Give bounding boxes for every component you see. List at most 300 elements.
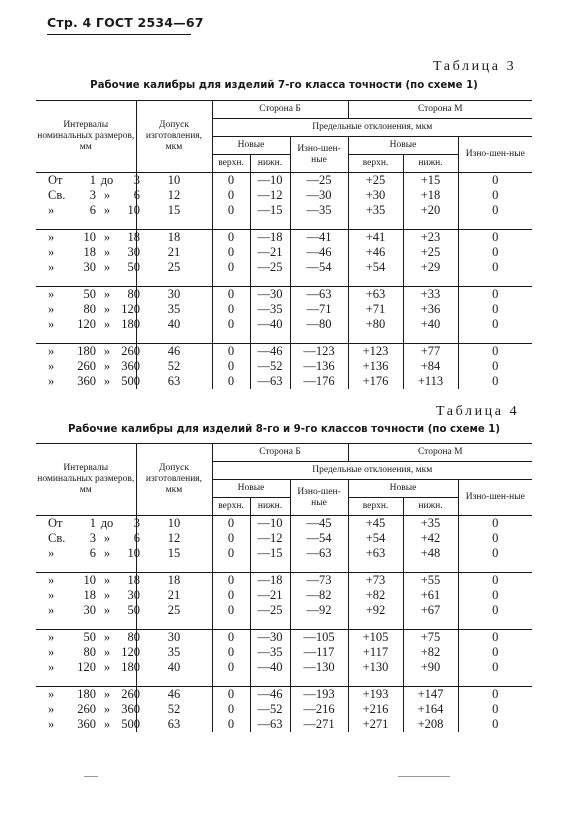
side-m-lower-cell: +42	[403, 531, 458, 546]
interval-prefix: »	[48, 359, 55, 373]
interval-to: 30	[127, 245, 140, 259]
table-row	[36, 687, 532, 702]
interval-connector: »	[103, 260, 111, 274]
side-b-upper-cell: 0	[212, 359, 250, 374]
side-b-lower-cell: —40	[250, 317, 290, 332]
side-b-worn-cell: —176	[290, 374, 348, 389]
interval-prefix: »	[48, 603, 55, 617]
side-m-worn-cell: 0	[458, 260, 532, 275]
b-lower-header: нижн.	[250, 498, 290, 516]
interval-to: 120	[121, 302, 140, 316]
side-b-worn-cell: —73	[290, 573, 348, 588]
tolerance-cell: 63	[136, 374, 212, 389]
side-b-worn-cell: —130	[290, 660, 348, 675]
side-b-upper-cell: 0	[212, 188, 250, 203]
table3-title: Рабочие калибры для изделий 7-го класса точности (по схеме 1)	[90, 80, 478, 91]
side-b-lower-cell: —63	[250, 717, 290, 732]
side-b-lower-cell: —52	[250, 702, 290, 717]
tolerance-cell: 25	[136, 260, 212, 275]
interval-prefix: »	[48, 230, 55, 244]
side-b-worn-cell: —45	[290, 516, 348, 532]
group-gap	[36, 218, 532, 230]
interval-prefix: »	[48, 203, 55, 217]
side-m-lower-cell: +33	[403, 287, 458, 302]
interval-from: 80	[83, 645, 96, 659]
side-m-worn-cell: 0	[458, 173, 532, 189]
table-row	[36, 245, 532, 260]
interval-from: 10	[83, 230, 96, 244]
side-m-lower-cell: +55	[403, 573, 458, 588]
side-m-worn-cell: 0	[458, 359, 532, 374]
interval-prefix: Св.	[48, 188, 66, 202]
deviations-header: Предельные отклонения, мкм	[212, 119, 532, 137]
side-m-header: Сторона М	[348, 101, 532, 119]
interval-to: 360	[121, 359, 140, 373]
table-row	[36, 516, 532, 532]
side-m-worn-cell: 0	[458, 702, 532, 717]
side-b-upper-cell: 0	[212, 317, 250, 332]
interval-to: 6	[133, 188, 140, 202]
tolerance-cell: 18	[136, 230, 212, 245]
tolerance-cell: 21	[136, 245, 212, 260]
interval-to: 80	[127, 630, 140, 644]
interval-from: 10	[83, 573, 96, 587]
interval-prefix: »	[48, 687, 55, 701]
side-b-lower-cell: —10	[250, 173, 290, 189]
table3	[36, 100, 532, 389]
group-gap	[36, 332, 532, 344]
interval-cell	[36, 173, 140, 189]
interval-connector: »	[103, 687, 111, 701]
interval-connector: »	[103, 374, 111, 388]
interval-cell	[36, 588, 140, 603]
side-b-worn-cell: —63	[290, 287, 348, 302]
interval-cell	[36, 203, 140, 218]
side-b-lower-cell: —18	[250, 573, 290, 588]
side-b-worn-cell: —63	[290, 546, 348, 561]
interval-from: 180	[77, 687, 96, 701]
interval-connector: »	[103, 603, 111, 617]
interval-prefix: »	[48, 317, 55, 331]
side-m-upper-cell: +30	[348, 188, 403, 203]
interval-cell	[36, 702, 140, 717]
table-row	[36, 630, 532, 645]
side-m-worn-cell: 0	[458, 603, 532, 618]
interval-cell	[36, 260, 140, 275]
interval-connector: до	[100, 516, 114, 530]
interval-connector: »	[103, 717, 111, 731]
interval-from: 50	[83, 287, 96, 301]
col-intervals-header: Интервалы номинальных размеров, мм	[36, 101, 136, 173]
side-m-lower-cell: +40	[403, 317, 458, 332]
table-row	[36, 702, 532, 717]
side-m-lower-cell: +208	[403, 717, 458, 732]
side-b-upper-cell: 0	[212, 173, 250, 189]
side-b-lower-cell: —15	[250, 203, 290, 218]
interval-cell	[36, 660, 140, 675]
side-m-worn-cell: 0	[458, 374, 532, 389]
tolerance-cell: 30	[136, 630, 212, 645]
interval-prefix: »	[48, 546, 55, 560]
m-new-header: Новые	[348, 137, 458, 155]
interval-to: 50	[127, 260, 140, 274]
table-row	[36, 573, 532, 588]
side-b-worn-cell: —216	[290, 702, 348, 717]
side-b-upper-cell: 0	[212, 260, 250, 275]
side-b-lower-cell: —40	[250, 660, 290, 675]
m-upper-header: верхн.	[348, 498, 403, 516]
side-b-lower-cell: —12	[250, 531, 290, 546]
table-row	[36, 660, 532, 675]
interval-to: 30	[127, 588, 140, 602]
interval-to: 3	[133, 516, 140, 530]
interval-prefix: »	[48, 302, 55, 316]
side-m-worn-cell: 0	[458, 645, 532, 660]
side-b-worn-cell: —35	[290, 203, 348, 218]
interval-prefix: »	[48, 717, 55, 731]
side-b-worn-cell: —193	[290, 687, 348, 702]
side-b-lower-cell: —15	[250, 546, 290, 561]
col-tolerance-header: Допуск изготовления, мкм	[136, 444, 212, 516]
side-b-upper-cell: 0	[212, 573, 250, 588]
side-b-upper-cell: 0	[212, 645, 250, 660]
tolerance-cell: 12	[136, 531, 212, 546]
tolerance-cell: 35	[136, 645, 212, 660]
table-row	[36, 717, 532, 732]
m-upper-header: верхн.	[348, 155, 403, 173]
interval-from: 1	[89, 516, 96, 530]
side-b-lower-cell: —10	[250, 516, 290, 532]
side-m-lower-cell: +35	[403, 516, 458, 532]
side-m-worn-cell: 0	[458, 717, 532, 732]
interval-cell	[36, 344, 140, 359]
interval-to: 18	[127, 230, 140, 244]
interval-prefix: »	[48, 573, 55, 587]
side-b-upper-cell: 0	[212, 516, 250, 532]
interval-prefix: »	[48, 245, 55, 259]
interval-cell	[36, 603, 140, 618]
table3-label: Таблица 3	[433, 59, 517, 74]
interval-cell	[36, 687, 140, 702]
side-m-upper-cell: +176	[348, 374, 403, 389]
interval-from: 80	[83, 302, 96, 316]
header-rule	[47, 34, 191, 35]
interval-connector: »	[103, 287, 111, 301]
m-lower-header: нижн.	[403, 498, 458, 516]
interval-to: 260	[121, 344, 140, 358]
side-m-upper-cell: +80	[348, 317, 403, 332]
side-b-lower-cell: —25	[250, 260, 290, 275]
side-b-worn-cell: —92	[290, 603, 348, 618]
interval-cell	[36, 717, 140, 732]
interval-from: 260	[77, 702, 96, 716]
side-b-lower-cell: —35	[250, 645, 290, 660]
side-m-upper-cell: +71	[348, 302, 403, 317]
interval-cell	[36, 546, 140, 561]
interval-from: 3	[89, 188, 96, 202]
interval-prefix: »	[48, 287, 55, 301]
interval-from: 6	[89, 203, 96, 217]
side-m-upper-cell: +63	[348, 546, 403, 561]
side-m-worn-cell: 0	[458, 630, 532, 645]
side-m-worn-cell: 0	[458, 660, 532, 675]
side-m-worn-cell: 0	[458, 531, 532, 546]
interval-to: 180	[121, 660, 140, 674]
interval-prefix: Св.	[48, 531, 66, 545]
side-b-lower-cell: —35	[250, 302, 290, 317]
side-m-lower-cell: +23	[403, 230, 458, 245]
b-lower-header: нижн.	[250, 155, 290, 173]
table-row	[36, 287, 532, 302]
side-m-lower-cell: +164	[403, 702, 458, 717]
interval-from: 18	[83, 245, 96, 259]
b-worn-header: Изно-шен-ные	[290, 137, 348, 173]
side-b-lower-cell: —25	[250, 603, 290, 618]
side-m-upper-cell: +41	[348, 230, 403, 245]
tolerance-cell: 15	[136, 546, 212, 561]
table-row	[36, 302, 532, 317]
interval-from: 360	[77, 717, 96, 731]
interval-from: 1	[89, 173, 96, 187]
side-m-lower-cell: +36	[403, 302, 458, 317]
tolerance-cell: 63	[136, 717, 212, 732]
side-b-upper-cell: 0	[212, 245, 250, 260]
interval-prefix: »	[48, 374, 55, 388]
b-worn-header: Изно-шен-ные	[290, 480, 348, 516]
interval-to: 50	[127, 603, 140, 617]
interval-from: 120	[77, 660, 96, 674]
table-row	[36, 344, 532, 359]
side-b-worn-cell: —123	[290, 344, 348, 359]
interval-prefix: »	[48, 645, 55, 659]
interval-connector: »	[103, 245, 111, 259]
side-b-upper-cell: 0	[212, 230, 250, 245]
interval-cell	[36, 302, 140, 317]
side-b-lower-cell: —46	[250, 344, 290, 359]
tolerance-cell: 10	[136, 516, 212, 532]
table-row	[36, 546, 532, 561]
side-m-header: Сторона М	[348, 444, 532, 462]
side-m-upper-cell: +82	[348, 588, 403, 603]
table4-label: Таблица 4	[436, 404, 520, 419]
side-b-lower-cell: —21	[250, 588, 290, 603]
interval-prefix: От	[48, 173, 63, 187]
side-b-lower-cell: —21	[250, 245, 290, 260]
interval-to: 260	[121, 687, 140, 701]
side-m-upper-cell: +117	[348, 645, 403, 660]
col-tolerance-header: Допуск изготовления, мкм	[136, 101, 212, 173]
side-b-lower-cell: —30	[250, 287, 290, 302]
tolerance-cell: 21	[136, 588, 212, 603]
interval-prefix: »	[48, 630, 55, 644]
table-row	[36, 603, 532, 618]
group-gap	[36, 275, 532, 287]
scan-mark	[84, 776, 98, 777]
b-upper-header: верхн.	[212, 498, 250, 516]
side-b-worn-cell: —46	[290, 245, 348, 260]
tolerance-cell: 35	[136, 302, 212, 317]
side-m-upper-cell: +25	[348, 173, 403, 189]
interval-to: 10	[127, 546, 140, 560]
side-b-lower-cell: —12	[250, 188, 290, 203]
interval-connector: »	[103, 588, 111, 602]
side-m-worn-cell: 0	[458, 203, 532, 218]
side-m-lower-cell: +15	[403, 173, 458, 189]
side-b-worn-cell: —25	[290, 173, 348, 189]
interval-from: 3	[89, 531, 96, 545]
interval-connector: до	[100, 173, 114, 187]
side-m-lower-cell: +61	[403, 588, 458, 603]
table-row	[36, 260, 532, 275]
interval-prefix: »	[48, 260, 55, 274]
table-row	[36, 230, 532, 245]
table-row	[36, 173, 532, 189]
side-b-worn-cell: —80	[290, 317, 348, 332]
side-m-upper-cell: +73	[348, 573, 403, 588]
table4	[36, 443, 532, 732]
interval-cell	[36, 374, 140, 389]
side-m-worn-cell: 0	[458, 287, 532, 302]
side-m-lower-cell: +82	[403, 645, 458, 660]
interval-to: 500	[121, 717, 140, 731]
interval-to: 6	[133, 531, 140, 545]
side-b-upper-cell: 0	[212, 302, 250, 317]
interval-connector: »	[103, 302, 111, 316]
side-m-upper-cell: +105	[348, 630, 403, 645]
side-m-upper-cell: +45	[348, 516, 403, 532]
table-row	[36, 188, 532, 203]
interval-connector: »	[103, 531, 111, 545]
side-b-upper-cell: 0	[212, 344, 250, 359]
side-m-lower-cell: +75	[403, 630, 458, 645]
side-b-worn-cell: —271	[290, 717, 348, 732]
side-b-upper-cell: 0	[212, 687, 250, 702]
side-m-upper-cell: +63	[348, 287, 403, 302]
side-m-worn-cell: 0	[458, 546, 532, 561]
side-b-worn-cell: —117	[290, 645, 348, 660]
side-b-header: Сторона Б	[212, 101, 348, 119]
side-b-worn-cell: —30	[290, 188, 348, 203]
side-b-upper-cell: 0	[212, 660, 250, 675]
side-m-worn-cell: 0	[458, 588, 532, 603]
interval-connector: »	[103, 702, 111, 716]
tolerance-cell: 25	[136, 603, 212, 618]
side-b-lower-cell: —63	[250, 374, 290, 389]
side-m-worn-cell: 0	[458, 188, 532, 203]
tolerance-cell: 10	[136, 173, 212, 189]
side-m-lower-cell: +48	[403, 546, 458, 561]
table-row	[36, 317, 532, 332]
side-m-upper-cell: +216	[348, 702, 403, 717]
tolerance-cell: 46	[136, 344, 212, 359]
interval-connector: »	[103, 344, 111, 358]
side-m-lower-cell: +77	[403, 344, 458, 359]
side-b-worn-cell: —54	[290, 260, 348, 275]
side-m-worn-cell: 0	[458, 302, 532, 317]
side-m-lower-cell: +84	[403, 359, 458, 374]
side-m-worn-cell: 0	[458, 516, 532, 532]
interval-to: 360	[121, 702, 140, 716]
m-worn-header: Изно-шен-ные	[458, 137, 532, 173]
side-b-upper-cell: 0	[212, 717, 250, 732]
interval-from: 360	[77, 374, 96, 388]
scan-mark	[398, 776, 450, 777]
side-b-upper-cell: 0	[212, 203, 250, 218]
table-row	[36, 203, 532, 218]
group-gap	[36, 675, 532, 687]
interval-connector: »	[103, 660, 111, 674]
side-m-worn-cell: 0	[458, 317, 532, 332]
interval-from: 180	[77, 344, 96, 358]
interval-from: 30	[83, 260, 96, 274]
side-m-worn-cell: 0	[458, 230, 532, 245]
interval-cell	[36, 245, 140, 260]
tolerance-cell: 18	[136, 573, 212, 588]
side-b-upper-cell: 0	[212, 588, 250, 603]
side-m-worn-cell: 0	[458, 687, 532, 702]
tolerance-cell: 15	[136, 203, 212, 218]
interval-cell	[36, 630, 140, 645]
table-row	[36, 588, 532, 603]
tolerance-cell: 52	[136, 359, 212, 374]
side-b-lower-cell: —52	[250, 359, 290, 374]
side-m-upper-cell: +92	[348, 603, 403, 618]
table-row	[36, 359, 532, 374]
side-m-lower-cell: +147	[403, 687, 458, 702]
interval-from: 120	[77, 317, 96, 331]
group-gap	[36, 618, 532, 630]
b-new-header: Новые	[212, 137, 290, 155]
col-intervals-header: Интервалы номинальных размеров, мм	[36, 444, 136, 516]
side-b-lower-cell: —30	[250, 630, 290, 645]
side-b-worn-cell: —54	[290, 531, 348, 546]
interval-prefix: »	[48, 660, 55, 674]
side-b-upper-cell: 0	[212, 546, 250, 561]
interval-prefix: »	[48, 344, 55, 358]
side-b-upper-cell: 0	[212, 374, 250, 389]
table4-title: Рабочие калибры для изделий 8-го и 9-го классов точности (по схеме 1)	[67, 424, 501, 435]
interval-cell	[36, 359, 140, 374]
interval-cell	[36, 645, 140, 660]
side-m-lower-cell: +113	[403, 374, 458, 389]
side-m-lower-cell: +29	[403, 260, 458, 275]
side-m-worn-cell: 0	[458, 573, 532, 588]
interval-connector: »	[103, 317, 111, 331]
interval-from: 260	[77, 359, 96, 373]
interval-connector: »	[103, 630, 111, 644]
interval-to: 18	[127, 573, 140, 587]
tolerance-cell: 40	[136, 317, 212, 332]
side-m-upper-cell: +136	[348, 359, 403, 374]
tolerance-cell: 46	[136, 687, 212, 702]
side-m-worn-cell: 0	[458, 344, 532, 359]
interval-prefix: »	[48, 702, 55, 716]
side-b-upper-cell: 0	[212, 603, 250, 618]
side-b-upper-cell: 0	[212, 531, 250, 546]
interval-to: 10	[127, 203, 140, 217]
side-b-header: Сторона Б	[212, 444, 348, 462]
page-header: Стр. 4 ГОСТ 2534—67	[47, 15, 204, 30]
side-b-worn-cell: —136	[290, 359, 348, 374]
side-m-upper-cell: +35	[348, 203, 403, 218]
side-b-worn-cell: —71	[290, 302, 348, 317]
side-m-upper-cell: +123	[348, 344, 403, 359]
interval-to: 3	[133, 173, 140, 187]
m-lower-header: нижн.	[403, 155, 458, 173]
interval-from: 30	[83, 603, 96, 617]
interval-connector: »	[103, 188, 111, 202]
interval-connector: »	[103, 546, 111, 560]
